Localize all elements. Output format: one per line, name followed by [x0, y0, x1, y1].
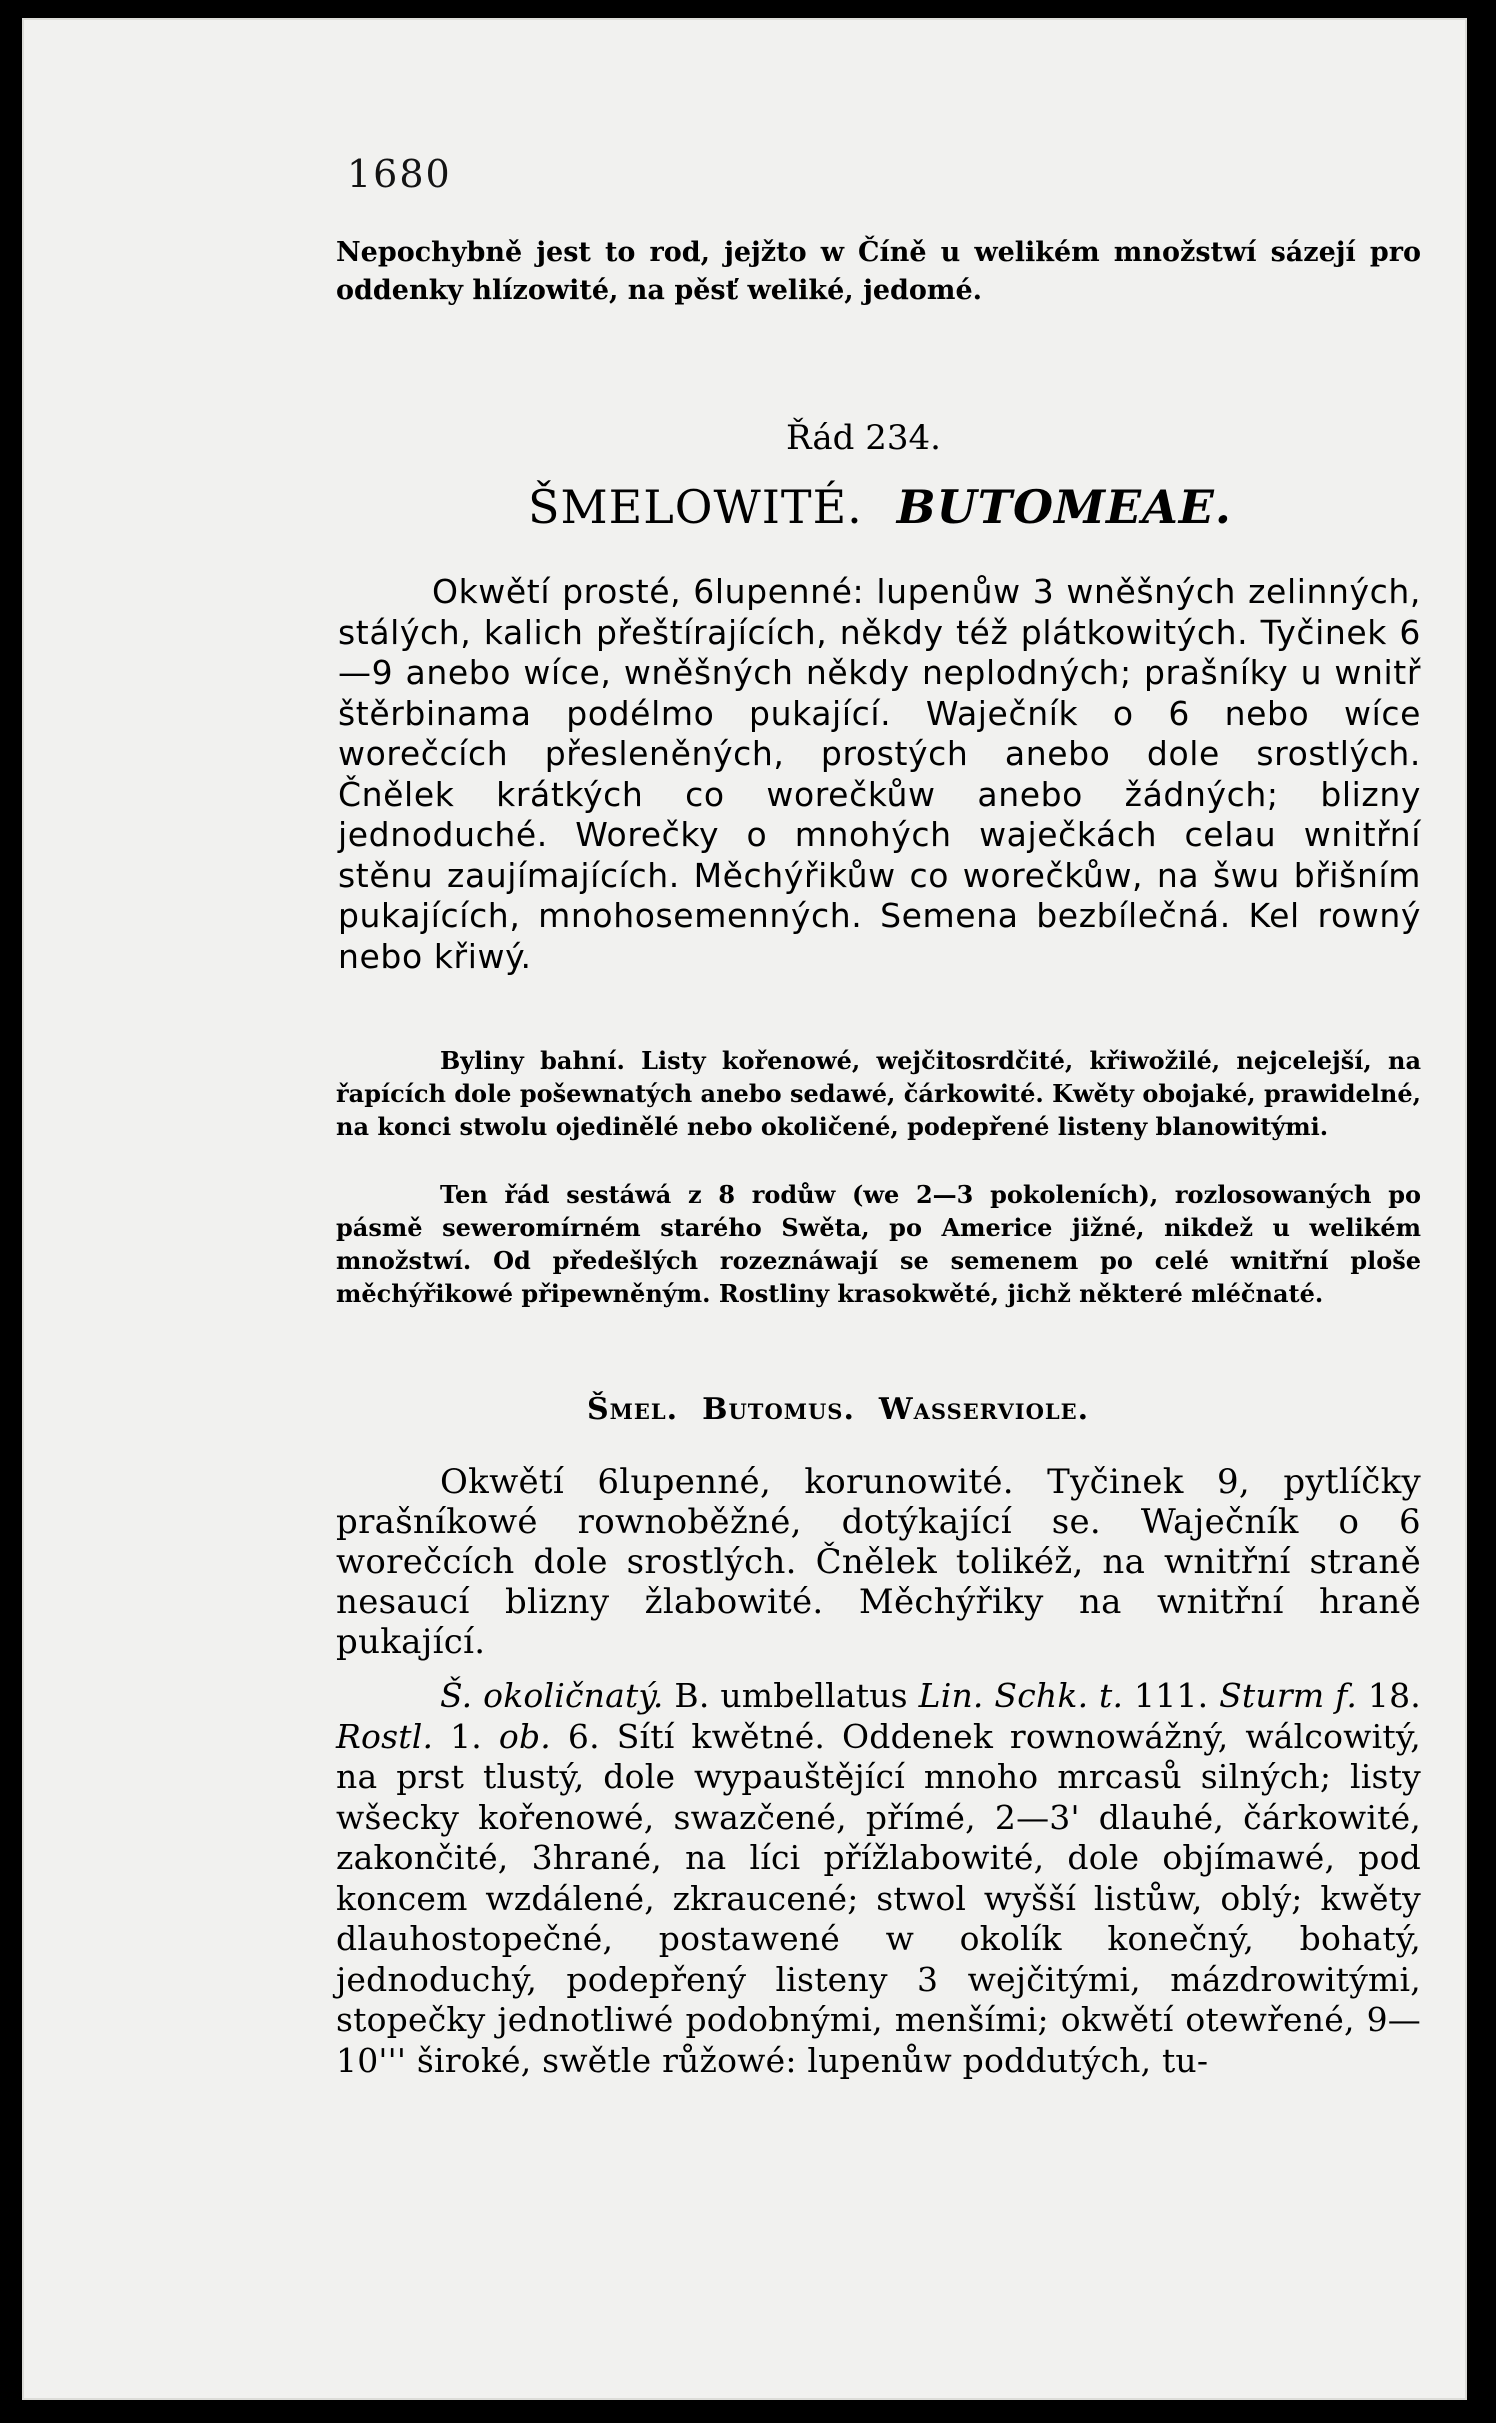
species-name: Š. okoličnatý. — [440, 1676, 664, 1715]
species-description — [336, 1676, 1421, 2081]
order-latin-name: BUTOMEAE. — [896, 480, 1232, 534]
genus-czech-name: Šmel. — [587, 1392, 679, 1427]
order-distribution-paragraph: Ten řád sestáwá z 8 rodůw (we 2—3 pokoleních), rozlosowaných po pásmě seweromírném starého Swěta, po Americe jižné, nikdež u welikém množstwí. Od předešlých rozeznáwají se semenem po celé wnitřní ploše měchýřikowé připewněným. Rostliny krasokwěté, jichž některé mléčnaté. — [336, 1180, 1421, 1308]
species-reference-7: 1. — [450, 1716, 482, 1756]
species-reference-5: 18. — [1367, 1676, 1421, 1715]
genus-title — [587, 1392, 1113, 1427]
order-number: Řád 234. — [786, 418, 941, 458]
genus-latin-name: Butomus. — [702, 1392, 855, 1427]
page-number: 1680 — [347, 152, 452, 196]
species-text: Sítí kwětné. Oddenek rownowážný, wálcowitý, na prst tlustý, dole wypauštějící mnoho mrcasů silných; listy wšecky kořenowé, swazčené, přímé, 2—3' dlauhé, čárkowité, zakončité, 3hrané, na líci přížlabowité, dole objímawé, pod koncem wzdálené, zkraucené; stwol wyšší listůw, oblý; kwěty dlauhostopečné, postawené w okolík konečný, bohatý, jednoduchý, podepřený listeny 3 wejčitými, mázdrowitými, stopečky jednotliwé podobnými, menšími; okwětí otewřené, 9—10''' široké, swětle růžowé: lupenůw poddutých, tu- — [336, 1716, 1421, 2080]
order-czech-name: ŠMELOWITÉ. — [528, 480, 863, 534]
species-reference-1: Lin. Schk. t. — [918, 1676, 1124, 1715]
order-title — [528, 477, 1232, 537]
species-latin-name: B. umbellatus — [674, 1676, 908, 1715]
intro-paragraph: Nepochybně jest to rod, jejžto w Číně u welikém množstwí sázejí pro oddenky hlízowité, na pěsť weliké, jedomé. — [336, 237, 1421, 306]
species-reference-3: Sturm — [1219, 1676, 1325, 1715]
species-reference-8: ob. — [498, 1716, 551, 1756]
order-description: Okwětí prosté, 6lupenné: lupenůw 3 wněšných zelinných, stálých, kalich přeštírajících, někdy též plátkowitých. Tyčinek 6—9 anebo wíce, wněšných někdy neplodných; prašníky u wnitř štěrbinama podélmo pukající. Waječník o 6 nebo wíce worečcích přesleněných, prostých anebo dole srostlých. Čnělek krátkých co worečkůw anebo žádných; blizny jednoduché. Worečky o mnohých waječkách celau wnitřní stěnu zaujímajících. Měchýřikůw co worečkůw, na šwu břišním pukajících, mnohosemenných. Semena bezbílečná. Kel rowný nebo křiwý. — [338, 572, 1421, 976]
genus-description: Okwětí 6lupenné, korunowité. Tyčinek 9, pytlíčky prašníkowé rownoběžné, dotýkající se. Waječník o 6 worečcích dole srostlých. Čnělek tolikéž, na wnitřní straně nesaucí blizny žlabowité. Měchýřiky na wnitřní hraně pukající. — [336, 1462, 1421, 1662]
species-reference-6: Rostl. — [336, 1716, 434, 1756]
species-reference-9: 6. — [567, 1716, 600, 1756]
genus-german-name: Wasserviole. — [878, 1392, 1090, 1427]
species-reference-4: f. — [1335, 1676, 1358, 1715]
species-reference-2: 111. — [1134, 1676, 1209, 1715]
order-habitat-paragraph: Byliny bahní. Listy kořenowé, wejčitosrdčité, křiwožilé, nejcelejší, na řapících dole pošewnatých anebo sedawé, čárkowité. Kwěty obojaké, prawidelné, na konci stwolu ojedinělé nebo okoličené, podepřené listeny blanowitými. — [336, 1046, 1421, 1141]
